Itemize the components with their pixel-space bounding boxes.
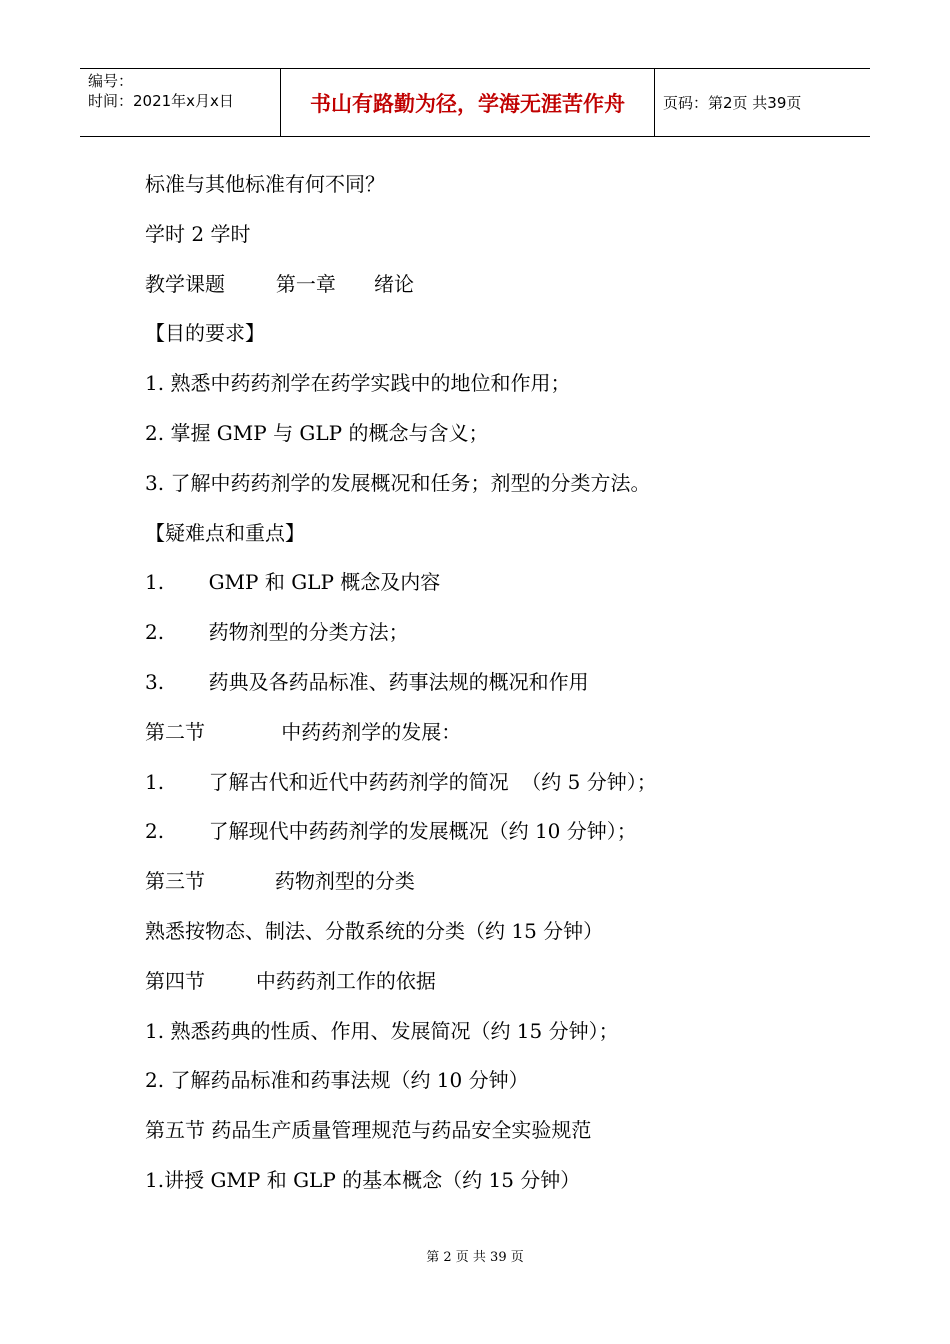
- body-line: 【目的要求】: [145, 321, 265, 346]
- body-line: 学时 2 学时: [145, 221, 251, 246]
- header-slogan: 书山有路勤为径，学海无涯苦作舟: [281, 69, 655, 136]
- body-line: 2. 了解药品标准和药事法规（约 10 分钟）: [145, 1068, 529, 1093]
- body-line: 教学课题 第一章 绪论: [145, 271, 415, 296]
- body-line: 第二节 中药药剂学的发展：: [145, 719, 462, 744]
- header-meta: [80, 69, 281, 136]
- header-number-label: 编号：: [88, 72, 134, 90]
- body-line: 1. GMP 和 GLP 概念及内容: [145, 570, 441, 595]
- page-footer: 第 2 页 共 39 页: [426, 1250, 524, 1265]
- body-line: 第四节 中药药剂工作的依据: [145, 968, 436, 993]
- header-page-info: 页码：第2页 共39页: [663, 94, 802, 112]
- body-line: 2. 药物剂型的分类方法；: [145, 620, 409, 645]
- body-line: 1.讲授 GMP 和 GLP 的基本概念（约 15 分钟）: [145, 1167, 581, 1192]
- body-line: 熟悉按物态、制法、分散系统的分类（约 15 分钟）: [145, 918, 604, 943]
- body-line: 标准与其他标准有何不同？: [145, 172, 385, 196]
- body-line: 第五节 药品生产质量管理规范与药品安全实验规范: [145, 1118, 592, 1143]
- header-time-label: 时间：2021年x月x日: [88, 92, 234, 110]
- body-line: 3. 了解中药药剂学的发展概况和任务；剂型的分类方法。: [145, 470, 651, 495]
- body-line: 1. 了解古代和近代中药药剂学的简况 （约 5 分钟）；: [145, 769, 657, 794]
- body-line: 1. 熟悉中药药剂学在药学实践中的地位和作用；: [145, 371, 571, 396]
- body-line: 2. 了解现代中药药剂学的发展概况（约 10 分钟）；: [145, 819, 637, 844]
- body-line: 2. 掌握 GMP 与 GLP 的概念与含义；: [145, 420, 489, 445]
- body-line: 第三节 药物剂型的分类: [145, 869, 415, 894]
- document-body: [145, 160, 845, 1206]
- body-line: 3. 药典及各药品标准、药事法规的概况和作用: [145, 669, 589, 694]
- body-line: 【疑难点和重点】: [145, 520, 305, 545]
- body-line: 1. 熟悉药典的性质、作用、发展简况（约 15 分钟）；: [145, 1018, 619, 1043]
- page-header: [80, 68, 870, 137]
